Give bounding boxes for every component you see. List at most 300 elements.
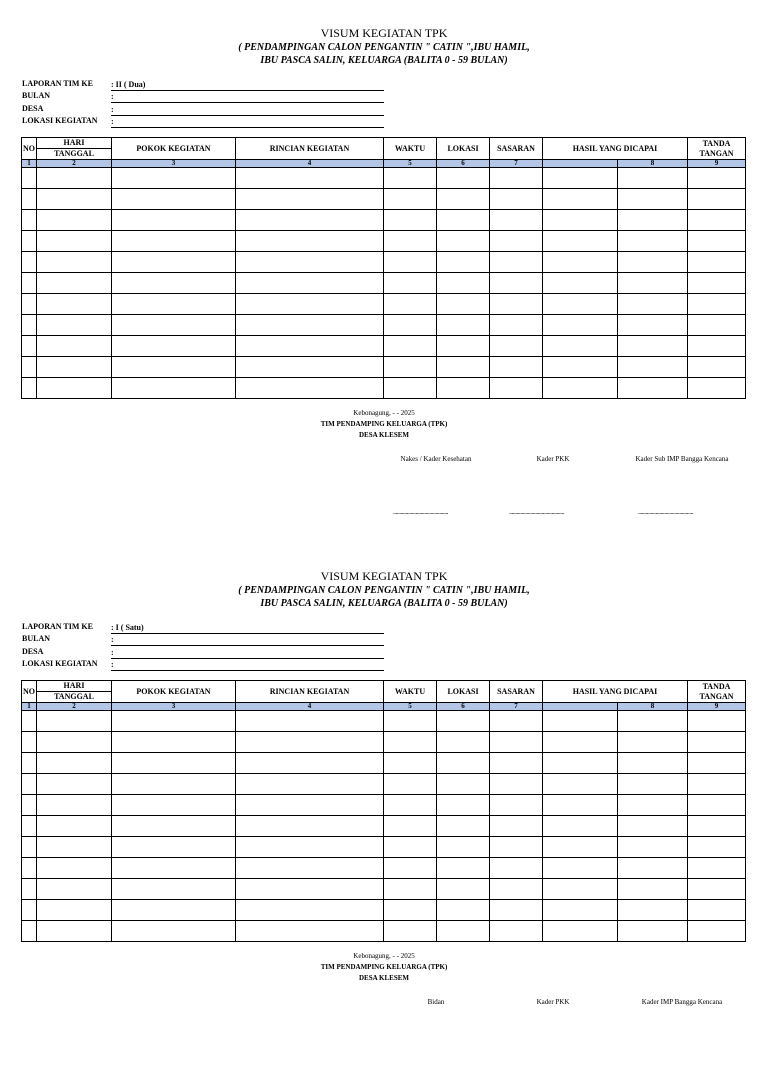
table-cell[interactable]: [236, 252, 384, 273]
table-cell[interactable]: [384, 732, 437, 753]
table-cell[interactable]: [543, 273, 618, 294]
table-cell[interactable]: [37, 168, 112, 189]
table-cell[interactable]: [384, 210, 437, 231]
table-cell[interactable]: [236, 336, 384, 357]
table-cell[interactable]: [688, 357, 746, 378]
table-cell[interactable]: [618, 774, 688, 795]
column-number: 8: [618, 703, 688, 711]
table-cell[interactable]: [618, 378, 688, 399]
header-tanda-tangan: [688, 138, 746, 160]
table-cell[interactable]: [236, 795, 384, 816]
table-row: [22, 210, 746, 231]
table-cell[interactable]: [688, 795, 746, 816]
column-number: 5: [384, 160, 437, 168]
table-cell[interactable]: [490, 816, 543, 837]
table-cell[interactable]: [543, 732, 618, 753]
table-cell[interactable]: [688, 210, 746, 231]
table-cell[interactable]: [22, 252, 37, 273]
table-cell[interactable]: [618, 252, 688, 273]
table-cell[interactable]: [618, 900, 688, 921]
table-cell[interactable]: [236, 900, 384, 921]
team-name: TIM PENDAMPING KELUARGA (TPK): [320, 420, 448, 428]
table-cell[interactable]: [384, 357, 437, 378]
table-cell[interactable]: [112, 189, 236, 210]
field-laporan-tim[interactable]: : I ( Satu): [111, 623, 384, 634]
table-cell[interactable]: [37, 294, 112, 315]
table-cell[interactable]: [384, 837, 437, 858]
table-cell[interactable]: [437, 315, 490, 336]
table-cell[interactable]: [543, 189, 618, 210]
table-cell[interactable]: [688, 816, 746, 837]
subtitle-line-1: ( PENDAMPINGAN CALON PENGANTIN " CATIN ",IBU HAMIL,: [238, 42, 530, 53]
table-cell[interactable]: [688, 252, 746, 273]
table-cell[interactable]: [112, 273, 236, 294]
table-cell[interactable]: [37, 753, 112, 774]
table-cell[interactable]: [37, 273, 112, 294]
header-no: NO: [22, 138, 37, 160]
table-cell[interactable]: [22, 921, 37, 942]
table-cell[interactable]: [22, 858, 37, 879]
form-subtitle: [0, 41, 768, 67]
table-cell[interactable]: [112, 210, 236, 231]
table-cell[interactable]: [437, 711, 490, 732]
table-cell[interactable]: [437, 168, 490, 189]
field-bulan[interactable]: :: [111, 92, 384, 103]
table-cell[interactable]: [236, 273, 384, 294]
table-cell[interactable]: [112, 336, 236, 357]
table-cell[interactable]: [236, 231, 384, 252]
table-cell[interactable]: [112, 774, 236, 795]
table-row: [22, 711, 746, 732]
table-cell[interactable]: [112, 294, 236, 315]
table-row: [22, 732, 746, 753]
table-cell[interactable]: [618, 732, 688, 753]
table-cell[interactable]: [384, 879, 437, 900]
table-cell[interactable]: [22, 837, 37, 858]
table-cell[interactable]: [37, 378, 112, 399]
column-number: 6: [437, 703, 490, 711]
table-cell[interactable]: [37, 711, 112, 732]
signatory-kader-pkk: Kader PKK: [536, 998, 570, 1006]
header-hasil-yang-dicapai: HASIL YANG DICAPAI: [543, 138, 688, 160]
table-row: [22, 231, 746, 252]
table-cell[interactable]: [543, 900, 618, 921]
place-date: Kebonagung, - - 2025: [353, 952, 415, 960]
field-laporan-tim[interactable]: : II ( Dua): [111, 80, 384, 91]
table-body: [22, 168, 746, 399]
table-row: [22, 816, 746, 837]
table-cell[interactable]: [490, 795, 543, 816]
table-cell[interactable]: [384, 315, 437, 336]
table-cell[interactable]: [384, 336, 437, 357]
label-bulan: BULAN: [22, 634, 51, 643]
form-subtitle: [0, 584, 768, 610]
signature-line-kader-sub-imp[interactable]: ............................................: [638, 508, 693, 516]
field-lokasi-kegiatan[interactable]: :: [111, 660, 384, 671]
header-pokok-kegiatan: POKOK KEGIATAN: [112, 681, 236, 703]
table-cell[interactable]: [384, 168, 437, 189]
table-cell[interactable]: [22, 711, 37, 732]
table-cell[interactable]: [37, 252, 112, 273]
table-cell[interactable]: [112, 795, 236, 816]
table-body: [22, 711, 746, 942]
signatory-kader-pkk: Kader PKK: [536, 455, 570, 463]
table-cell[interactable]: [437, 252, 490, 273]
table-cell[interactable]: [112, 879, 236, 900]
table-cell[interactable]: [22, 795, 37, 816]
table-cell[interactable]: [490, 879, 543, 900]
column-number: 4: [236, 160, 384, 168]
label-laporan-tim: LAPORAN TIM KE: [22, 622, 93, 631]
form-title: VISUM KEGIATAN TPK: [320, 26, 448, 40]
table-cell[interactable]: [543, 711, 618, 732]
column-number: 7: [490, 703, 543, 711]
table-cell[interactable]: [236, 357, 384, 378]
table-cell[interactable]: [236, 774, 384, 795]
table-cell[interactable]: [236, 858, 384, 879]
header-lokasi: LOKASI: [437, 681, 490, 703]
table-cell[interactable]: [112, 711, 236, 732]
table-cell[interactable]: [37, 357, 112, 378]
table-cell[interactable]: [543, 858, 618, 879]
table-cell[interactable]: [37, 816, 112, 837]
table-cell[interactable]: [490, 294, 543, 315]
table-cell[interactable]: [437, 858, 490, 879]
table-cell[interactable]: [688, 336, 746, 357]
table-cell[interactable]: [490, 774, 543, 795]
table-cell[interactable]: [437, 900, 490, 921]
activity-table: [21, 680, 746, 942]
table-cell[interactable]: [618, 837, 688, 858]
table-cell[interactable]: [437, 294, 490, 315]
table-cell[interactable]: [37, 900, 112, 921]
table-cell[interactable]: [22, 294, 37, 315]
label-laporan-tim: LAPORAN TIM KE: [22, 79, 93, 88]
table-cell[interactable]: [543, 378, 618, 399]
table-cell[interactable]: [543, 252, 618, 273]
table-cell[interactable]: [490, 900, 543, 921]
table-cell[interactable]: [490, 315, 543, 336]
table-cell[interactable]: [384, 774, 437, 795]
table-cell[interactable]: [112, 921, 236, 942]
table-cell[interactable]: [384, 378, 437, 399]
table-cell[interactable]: [37, 774, 112, 795]
table-row: [22, 921, 746, 942]
table-cell[interactable]: [688, 273, 746, 294]
column-number: 3: [112, 160, 236, 168]
table-cell[interactable]: [490, 168, 543, 189]
table-cell[interactable]: [384, 921, 437, 942]
table-cell[interactable]: [437, 816, 490, 837]
table-cell[interactable]: [112, 732, 236, 753]
table-cell[interactable]: [437, 231, 490, 252]
label-lokasi-kegiatan: LOKASI KEGIATAN: [22, 116, 98, 125]
table-cell[interactable]: [37, 795, 112, 816]
table-cell[interactable]: [437, 378, 490, 399]
table-cell[interactable]: [112, 231, 236, 252]
table-cell[interactable]: [490, 210, 543, 231]
table-cell[interactable]: [543, 210, 618, 231]
header-lokasi: LOKASI: [437, 138, 490, 160]
table-cell[interactable]: [490, 336, 543, 357]
table-cell[interactable]: [22, 900, 37, 921]
table-cell[interactable]: [618, 294, 688, 315]
table-cell[interactable]: [22, 753, 37, 774]
table-cell[interactable]: [543, 753, 618, 774]
table-cell[interactable]: [437, 753, 490, 774]
table-cell[interactable]: [37, 231, 112, 252]
table-cell[interactable]: [22, 273, 37, 294]
column-number: 6: [437, 160, 490, 168]
table-cell[interactable]: [236, 732, 384, 753]
table-cell[interactable]: [236, 837, 384, 858]
table-cell[interactable]: [618, 336, 688, 357]
table-cell[interactable]: [37, 336, 112, 357]
table-cell[interactable]: [437, 921, 490, 942]
table-cell[interactable]: [37, 732, 112, 753]
header-tangan: TANGAN: [699, 691, 734, 701]
table-cell[interactable]: [37, 210, 112, 231]
table-cell[interactable]: [112, 252, 236, 273]
table-cell[interactable]: [384, 252, 437, 273]
table-cell[interactable]: [236, 816, 384, 837]
header-hasil-yang-dicapai: HASIL YANG DICAPAI: [543, 681, 688, 703]
table-cell[interactable]: [384, 231, 437, 252]
table-cell[interactable]: [236, 315, 384, 336]
table-cell[interactable]: [437, 189, 490, 210]
column-number: 5: [384, 703, 437, 711]
table-cell[interactable]: [688, 378, 746, 399]
table-cell[interactable]: [112, 357, 236, 378]
subtitle-line-1: ( PENDAMPINGAN CALON PENGANTIN " CATIN ",IBU HAMIL,: [238, 585, 530, 596]
table-row: [22, 273, 746, 294]
table-cell[interactable]: [112, 900, 236, 921]
table-cell[interactable]: [618, 711, 688, 732]
table-cell[interactable]: [437, 732, 490, 753]
table-cell[interactable]: [112, 378, 236, 399]
table-cell[interactable]: [112, 168, 236, 189]
table-cell[interactable]: [688, 900, 746, 921]
table-cell[interactable]: [22, 336, 37, 357]
table-cell[interactable]: [112, 858, 236, 879]
table-cell[interactable]: [688, 879, 746, 900]
table-cell[interactable]: [618, 357, 688, 378]
table-cell[interactable]: [22, 774, 37, 795]
table-cell[interactable]: [236, 210, 384, 231]
table-cell[interactable]: [437, 210, 490, 231]
table-cell[interactable]: [490, 189, 543, 210]
table-cell[interactable]: [437, 837, 490, 858]
table-cell[interactable]: [688, 294, 746, 315]
table-cell[interactable]: [543, 294, 618, 315]
table-cell[interactable]: [437, 879, 490, 900]
header-rincian-kegiatan: RINCIAN KEGIATAN: [236, 138, 384, 160]
column-number: 1: [22, 703, 37, 711]
table-cell[interactable]: [618, 753, 688, 774]
table-cell[interactable]: [22, 168, 37, 189]
header-hari: HARI: [37, 138, 112, 149]
table-cell[interactable]: [618, 189, 688, 210]
table-cell[interactable]: [618, 879, 688, 900]
table-cell[interactable]: [22, 879, 37, 900]
table-cell[interactable]: [543, 921, 618, 942]
table-cell[interactable]: [490, 378, 543, 399]
table-row: [22, 357, 746, 378]
header-tanda-tangan: [688, 681, 746, 703]
table-cell[interactable]: [543, 816, 618, 837]
field-bulan[interactable]: :: [111, 635, 384, 646]
table-cell[interactable]: [490, 252, 543, 273]
table-cell[interactable]: [543, 357, 618, 378]
table-cell[interactable]: [22, 315, 37, 336]
signatory-nakes: Nakes / Kader Kesehatan: [400, 455, 472, 463]
table-row: [22, 795, 746, 816]
table-cell[interactable]: [688, 837, 746, 858]
table-cell[interactable]: [22, 816, 37, 837]
table-cell[interactable]: [543, 315, 618, 336]
table-cell[interactable]: [236, 189, 384, 210]
table-cell[interactable]: [384, 711, 437, 732]
label-desa: DESA: [22, 647, 44, 656]
table-cell[interactable]: [22, 732, 37, 753]
table-cell[interactable]: [543, 879, 618, 900]
table-cell[interactable]: [37, 189, 112, 210]
table-row: [22, 315, 746, 336]
table-cell[interactable]: [490, 273, 543, 294]
table-cell[interactable]: [618, 273, 688, 294]
table-row: [22, 294, 746, 315]
table-cell[interactable]: [688, 732, 746, 753]
table-cell[interactable]: [236, 879, 384, 900]
table-cell[interactable]: [384, 753, 437, 774]
table-cell[interactable]: [384, 858, 437, 879]
table-cell[interactable]: [236, 294, 384, 315]
table-cell[interactable]: [37, 837, 112, 858]
column-number: 9: [688, 703, 746, 711]
column-number-row: [22, 160, 746, 168]
table-cell[interactable]: [384, 795, 437, 816]
table-cell[interactable]: [618, 858, 688, 879]
table-cell[interactable]: [22, 189, 37, 210]
team-name: TIM PENDAMPING KELUARGA (TPK): [320, 963, 448, 971]
table-cell[interactable]: [543, 336, 618, 357]
table-row: [22, 336, 746, 357]
table-cell[interactable]: [688, 231, 746, 252]
table-cell[interactable]: [384, 273, 437, 294]
header-tanda: TANDA: [702, 681, 731, 691]
table-row: [22, 900, 746, 921]
table-cell[interactable]: [236, 711, 384, 732]
table-cell[interactable]: [384, 900, 437, 921]
signatory-bidan: Bidan: [427, 998, 445, 1006]
signature-line-kader-pkk[interactable]: ............................................: [509, 508, 564, 516]
table-cell[interactable]: [37, 315, 112, 336]
table-cell[interactable]: [543, 795, 618, 816]
table-cell[interactable]: [490, 732, 543, 753]
signature-line-nakes[interactable]: ............................................: [393, 508, 448, 516]
table-row: [22, 189, 746, 210]
header-sasaran: SASARAN: [490, 138, 543, 160]
table-cell[interactable]: [618, 168, 688, 189]
table-cell[interactable]: [688, 774, 746, 795]
table-cell[interactable]: [437, 273, 490, 294]
header-tanggal: TANGGAL: [37, 149, 112, 160]
table-cell[interactable]: [437, 336, 490, 357]
header-hari: HARI: [37, 681, 112, 692]
column-number: 9: [688, 160, 746, 168]
table-cell[interactable]: [618, 795, 688, 816]
table-cell[interactable]: [236, 753, 384, 774]
table-cell[interactable]: [688, 315, 746, 336]
table-cell[interactable]: [384, 294, 437, 315]
table-cell[interactable]: [688, 753, 746, 774]
table-cell[interactable]: [236, 921, 384, 942]
table-cell[interactable]: [618, 210, 688, 231]
table-cell[interactable]: [618, 816, 688, 837]
table-cell[interactable]: [543, 168, 618, 189]
table-cell[interactable]: [437, 357, 490, 378]
table-cell[interactable]: [37, 921, 112, 942]
table-cell[interactable]: [688, 711, 746, 732]
table-cell[interactable]: [688, 921, 746, 942]
table-cell[interactable]: [112, 816, 236, 837]
signatory-kader-imp: Kader IMP Bangga Kencana: [641, 998, 723, 1006]
table-cell[interactable]: [543, 837, 618, 858]
table-cell[interactable]: [22, 210, 37, 231]
table-cell[interactable]: [22, 231, 37, 252]
table-row: [22, 753, 746, 774]
table-cell[interactable]: [384, 816, 437, 837]
table-cell[interactable]: [618, 231, 688, 252]
table-cell[interactable]: [384, 189, 437, 210]
table-cell[interactable]: [437, 795, 490, 816]
table-cell[interactable]: [112, 753, 236, 774]
column-number: 1: [22, 160, 37, 168]
field-desa[interactable]: :: [111, 105, 384, 116]
table-cell[interactable]: [112, 315, 236, 336]
table-cell[interactable]: [490, 858, 543, 879]
table-cell[interactable]: [37, 858, 112, 879]
table-cell[interactable]: [490, 231, 543, 252]
field-desa[interactable]: :: [111, 648, 384, 659]
table-cell[interactable]: [618, 315, 688, 336]
table-cell[interactable]: [37, 879, 112, 900]
table-cell[interactable]: [490, 711, 543, 732]
table-cell[interactable]: [688, 858, 746, 879]
table-cell[interactable]: [543, 231, 618, 252]
table-cell[interactable]: [22, 357, 37, 378]
table-cell[interactable]: [490, 921, 543, 942]
table-cell[interactable]: [112, 837, 236, 858]
table-cell[interactable]: [22, 378, 37, 399]
table-cell[interactable]: [618, 921, 688, 942]
table-cell[interactable]: [437, 774, 490, 795]
table-cell[interactable]: [490, 357, 543, 378]
table-cell[interactable]: [543, 774, 618, 795]
column-number: 7: [490, 160, 543, 168]
table-cell[interactable]: [236, 168, 384, 189]
field-lokasi-kegiatan[interactable]: :: [111, 117, 384, 128]
table-cell[interactable]: [688, 168, 746, 189]
table-cell[interactable]: [490, 837, 543, 858]
table-cell[interactable]: [688, 189, 746, 210]
header-waktu: WAKTU: [384, 138, 437, 160]
column-number: [543, 703, 618, 711]
table-cell[interactable]: [490, 753, 543, 774]
header-tanggal: TANGGAL: [37, 692, 112, 703]
table-cell[interactable]: [236, 378, 384, 399]
header-tanda: TANDA: [702, 138, 731, 148]
